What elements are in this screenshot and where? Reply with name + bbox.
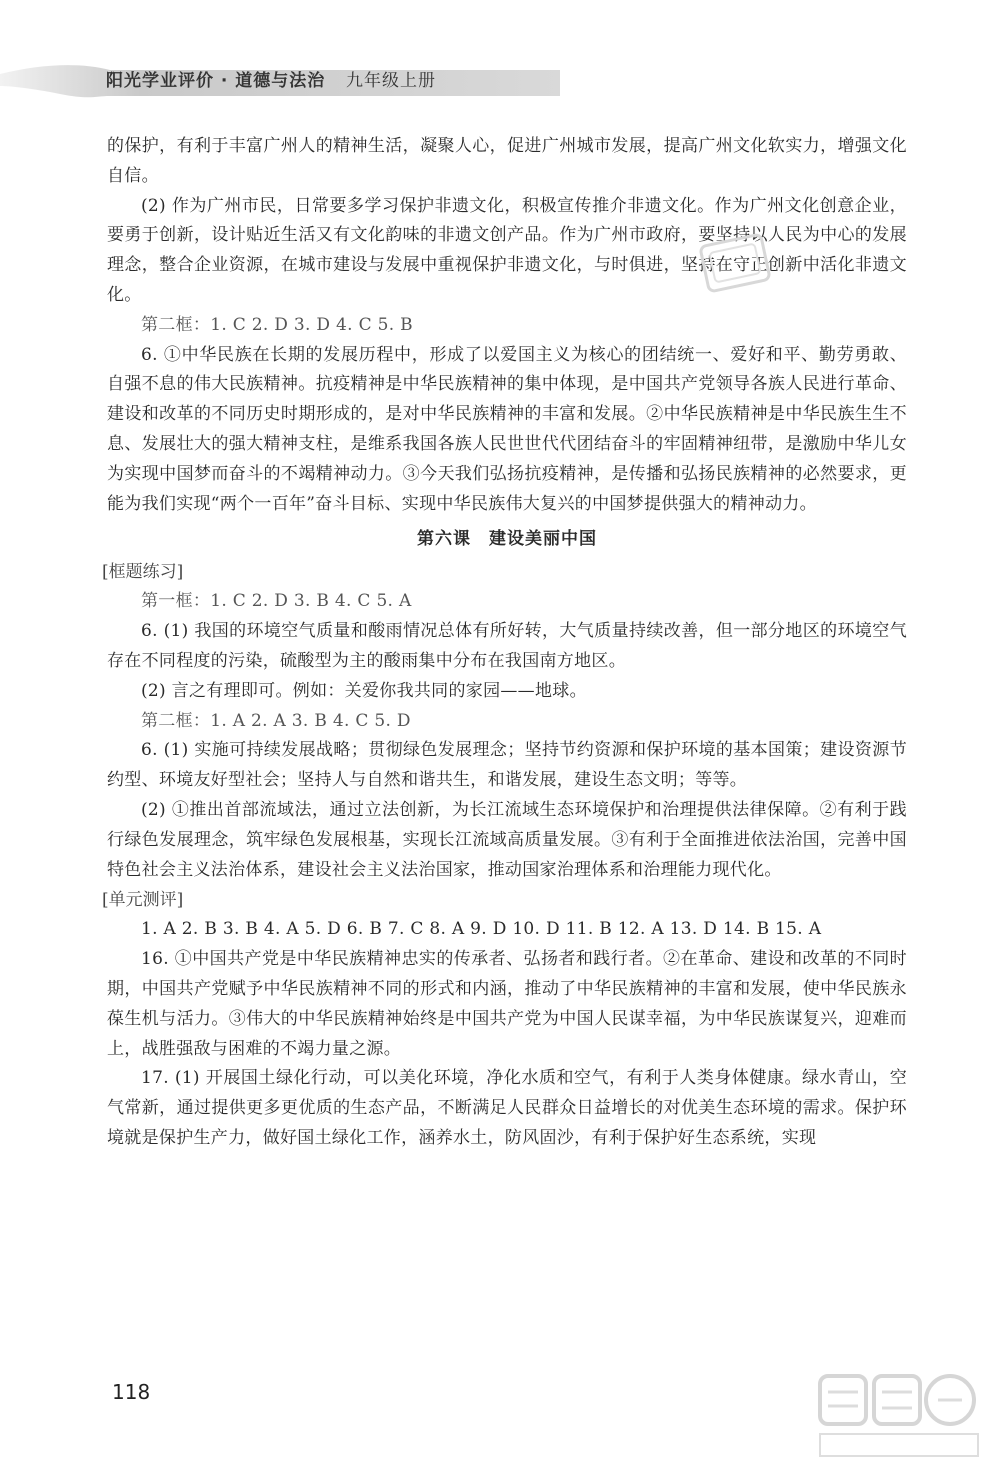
paragraph: 17. (1) 开展国土绿化行动，可以美化环境，净化水质和空气，有利于人类身体健康。绿水青山，空气常新，通过提供更多更优质的生态产品，不断满足人民群众日益增长的对优美生态环境的需求。保护环境就是保护生产力，做好国土绿化工作，涵养水土，防风固沙，有利于保护好生态系统，实现	[107, 1068, 907, 1148]
paragraph: (2) 言之有理即可。例如：关爱你我共同的家园——地球。	[141, 680, 587, 701]
header-grade: 九年级上册	[346, 71, 436, 91]
paragraph: 16. ①中国共产党是中华民族精神忠实的传承者、弘扬者和践行者。②在革命、建设和改革的不同时期，中国共产党赋予中华民族精神不同的形式和内涵，推动了中华民族精神的丰富和发展，使中华民族永葆生机与活力。③伟大的中华民族精神始终是中国共产党为中国人民谋幸福，为中华民族谋复兴，迎难而上，战胜强敌与困难的不竭力量之源。	[107, 949, 907, 1059]
paragraph: 6. ①中华民族在长期的发展历程中，形成了以爱国主义为核心的团结统一、爱好和平、勤劳勇敢、自强不息的伟大民族精神。抗疫精神是中华民族精神的集中体现，是中国共产党领导各族人民进行革命、建设和改革的不同历史时期形成的，是对中华民族精神的丰富和发展。②中华民族精神是中华民族生生不息、发展壮大的强大精神支柱，是维系我国各族人民世世代代团结奋斗的牢固精神纽带，是激励中华儿女为实现中国梦而奋斗的不竭精神动力。③今天我们弘扬抗疫精神，是传播和弘扬民族精神的必然要求，更能为我们实现“两个一百年”奋斗目标、实现中华民族伟大复兴的中国梦提供强大的精神动力。	[107, 344, 907, 514]
watermark-logo-icon	[814, 1368, 984, 1464]
paragraph: (2) ①推出首部流域法，通过立法创新，为长江流域生态环境保护和治理提供法律保障。②有利于践行绿色发展理念，筑牢绿色发展根基，实现长江流域高质量发展。③有利于全面推进依法治国，完善中国特色社会主义法治体系，建设社会主义法治国家，推动国家治理体系和治理能力现代化。	[107, 799, 907, 880]
section-label: [框题练习]	[102, 562, 184, 583]
answer-line: 第二框：1. C 2. D 3. D 4. C 5. B	[141, 314, 413, 335]
lesson-title: 第六课 建设美丽中国	[417, 529, 597, 550]
page-number: 118	[112, 1380, 151, 1404]
paragraph: 6. (1) 实施可持续发展战略；贯彻绿色发展理念；坚持节约资源和保护环境的基本国策；建设资源节约型、环境友好型社会；坚持人与自然和谐共生，和谐发展，建设生态文明；等等。	[107, 740, 907, 791]
page-header	[0, 56, 1000, 100]
answer-content	[102, 132, 907, 1154]
answer-line: 第二框：1. A 2. A 3. B 4. C 5. D	[141, 710, 411, 731]
section-label: [单元测评]	[102, 890, 184, 911]
paragraph: 的保护，有利于丰富广州人的精神生活，凝聚人心，促进广州城市发展，提高广州文化软实力，增强文化自信。	[107, 136, 907, 186]
answer-line: 1. A 2. B 3. B 4. A 5. D 6. B 7. C 8. A 9. D 10. D 11. B 12. A 13. D 14. B 15. A	[141, 919, 822, 940]
header-title: 阳光学业评价 · 道德与法治	[106, 71, 326, 91]
paragraph: 6. (1) 我国的环境空气质量和酸雨情况总体有所好转，大气质量持续改善，但一部分地区的环境空气存在不同程度的污染，硫酸型为主的酸雨集中分布在我国南方地区。	[107, 621, 907, 671]
paragraph: (2) 作为广州市民，日常要多学习保护非遗文化，积极宣传推介非遗文化。作为广州文化创意企业，要勇于创新，设计贴近生活又有文化韵味的非遗文创产品。作为广州市政府，要坚持以人民为中心的发展理念，整合企业资源，在城市建设与发展中重视保护非遗文化，与时俱进，坚持在守正创新中活化非遗文化。	[107, 195, 907, 305]
watermark-seal-icon	[690, 232, 780, 302]
answer-line: 第一框：1. C 2. D 3. B 4. C 5. A	[141, 591, 412, 612]
